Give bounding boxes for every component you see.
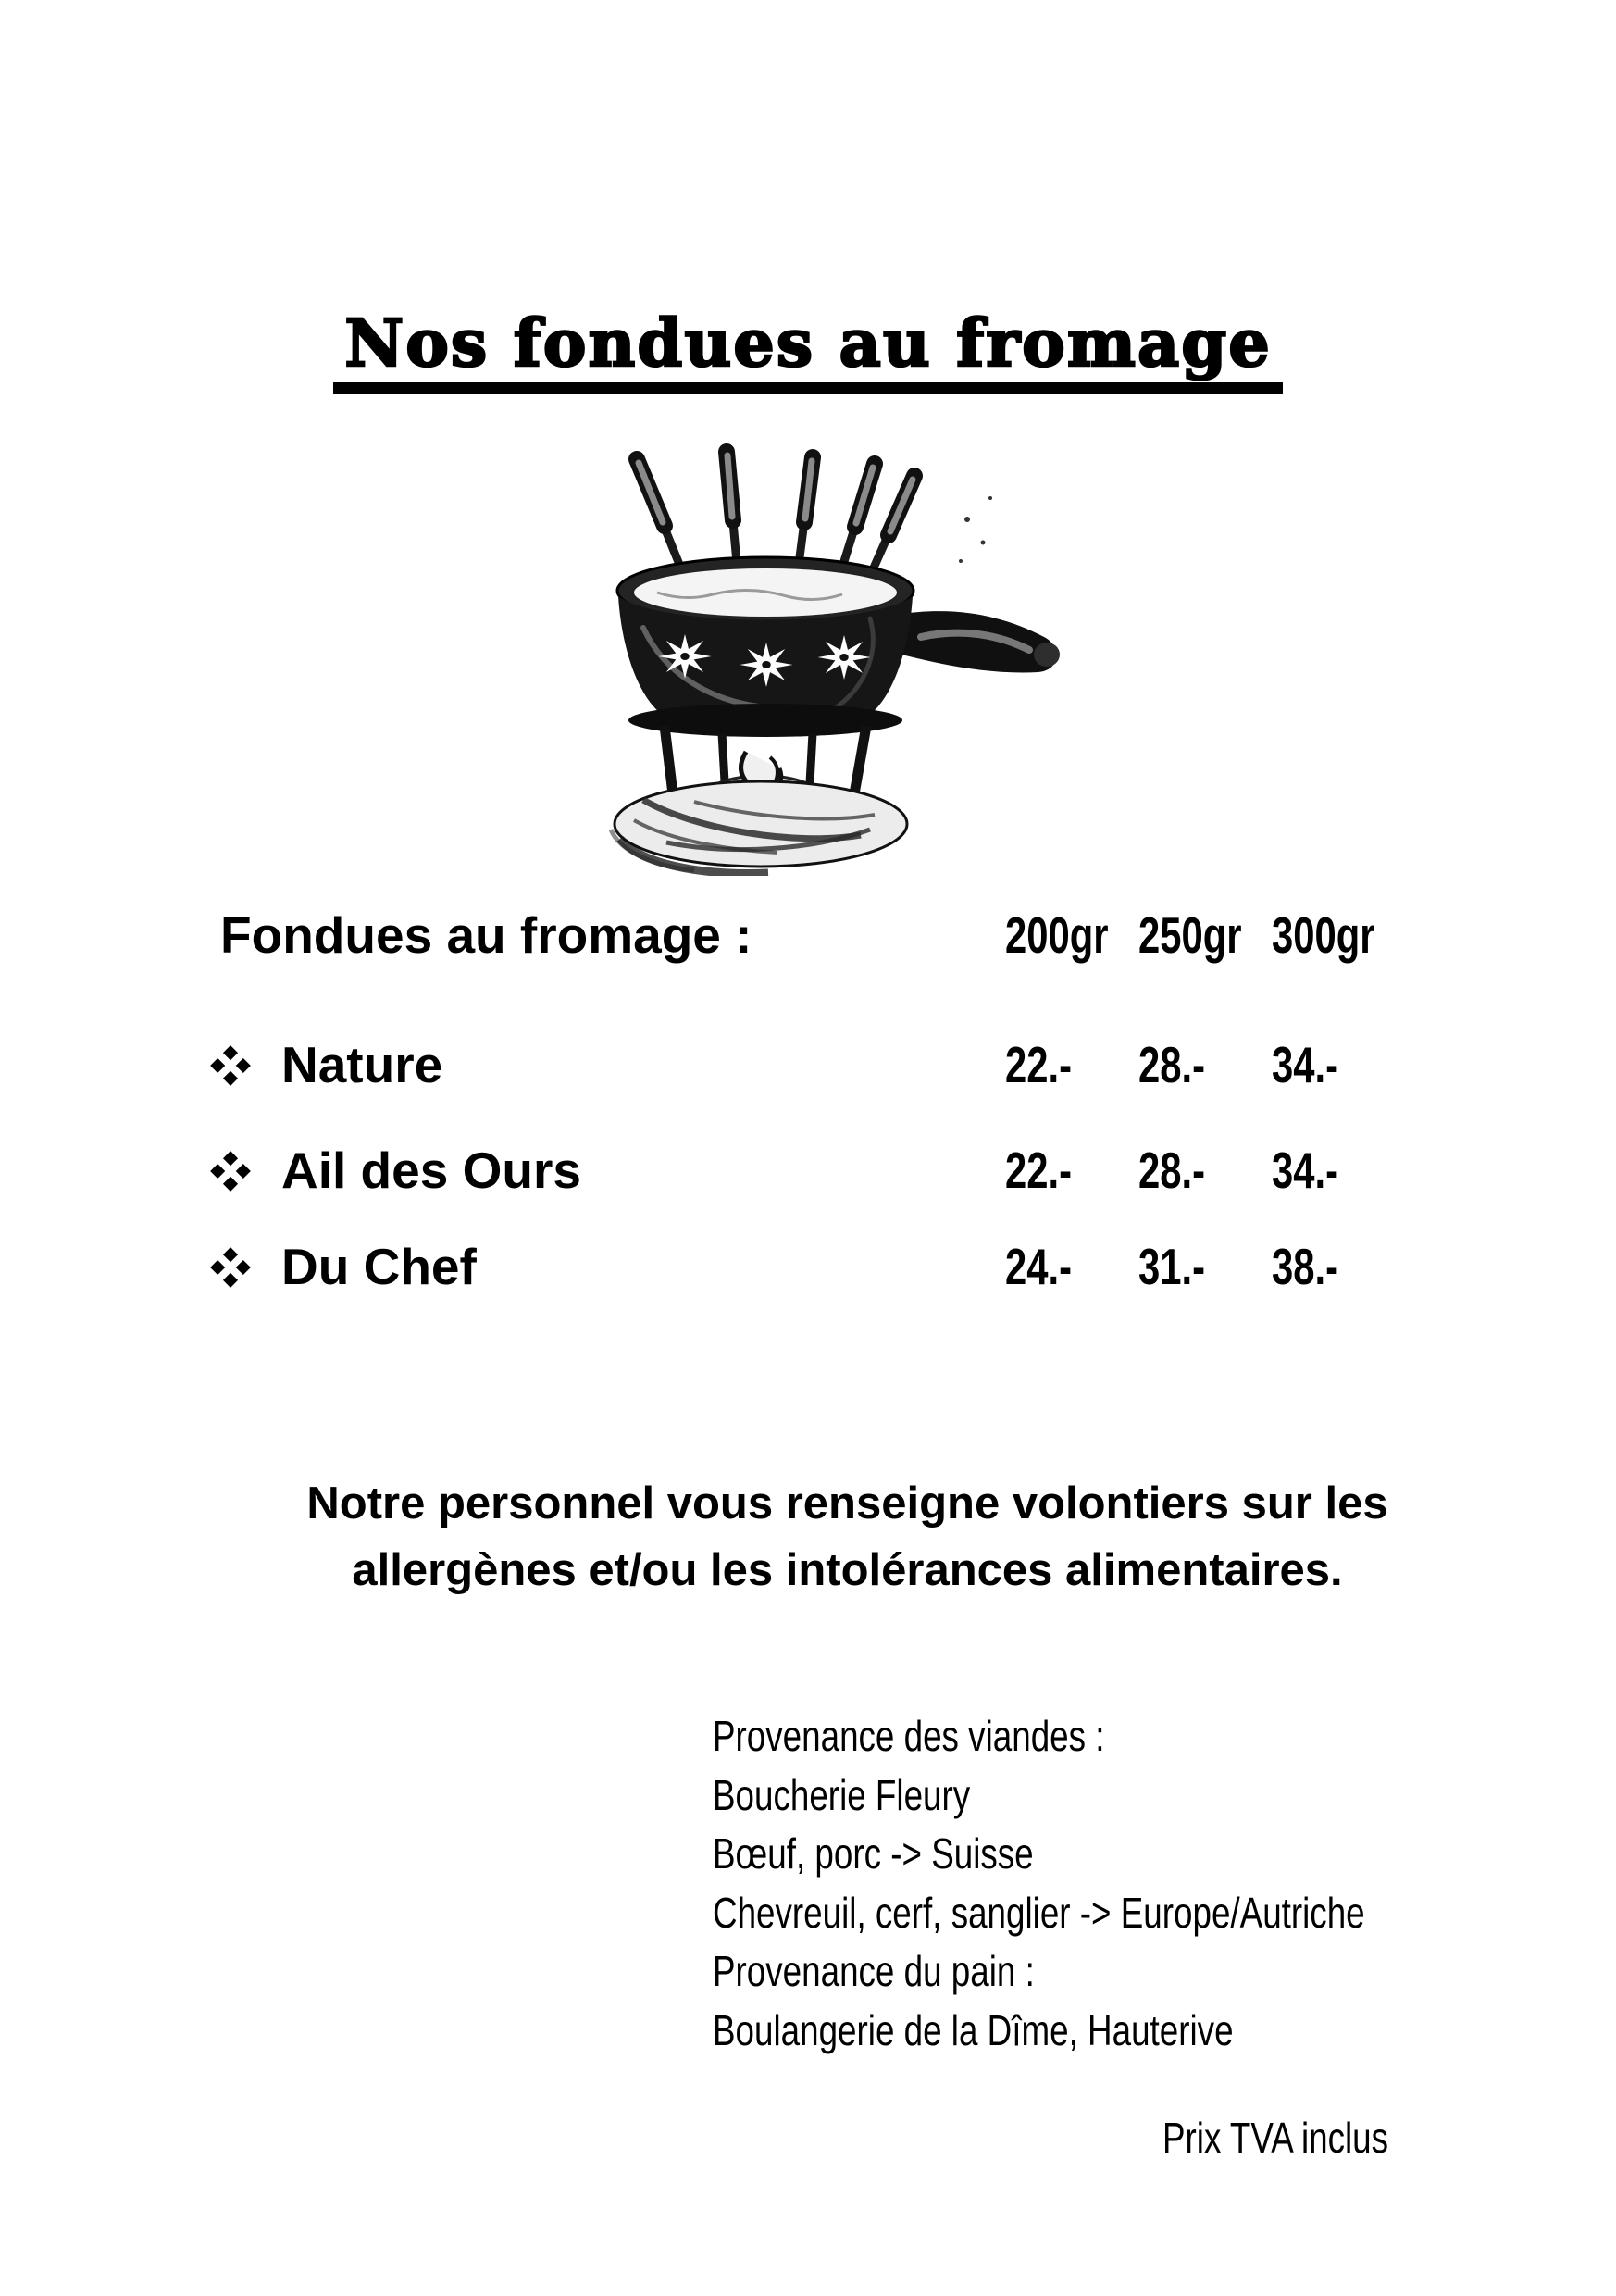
price-cell: 28.- (1138, 1142, 1206, 1199)
price-cell: 34.- (1272, 1142, 1339, 1199)
menu-header-row (0, 907, 1616, 965)
menu-item-row (0, 1239, 1616, 1296)
fondue-base-plate-icon (611, 781, 907, 873)
allergen-notice-line: allergènes et/ou les intolérances alimentaires. (352, 1545, 1343, 1595)
fondue-pot-illustration (555, 431, 1074, 876)
price-cell: 31.- (1138, 1238, 1206, 1295)
provenance-line: Provenance du pain : (713, 1947, 1035, 1995)
provenance-line: Chevreuil, cerf, sanglier -> Europe/Autriche (713, 1888, 1365, 1937)
weight-header-250gr: 250gr (1138, 906, 1242, 964)
provenance-line: Provenance des viandes : (713, 1712, 1105, 1760)
provenance-line: Bœuf, porc -> Suisse (713, 1829, 1034, 1878)
diamond-bullet-icon (209, 1150, 252, 1192)
provenance-block (713, 1707, 1528, 2060)
menu-item-row (0, 1037, 1616, 1094)
page-title-wrap (0, 307, 1616, 394)
price-cell: 22.- (1005, 1036, 1073, 1093)
weight-header-200gr: 200gr (1005, 906, 1109, 964)
diamond-bullet-icon (209, 1044, 252, 1087)
fondue-handle-icon (896, 611, 1060, 672)
price-cell: 38.- (1272, 1238, 1339, 1295)
provenance-line: Boucherie Fleury (713, 1770, 971, 1819)
price-cell: 34.- (1272, 1036, 1339, 1093)
menu-item-name: Ail des Ours (281, 1142, 581, 1199)
price-cell: 22.- (1005, 1142, 1073, 1199)
allergen-notice-line: Notre personnel vous renseigne volontiers sur les (306, 1479, 1388, 1529)
menu-item-name: Du Chef (281, 1238, 477, 1295)
weight-header-300gr: 300gr (1272, 906, 1375, 964)
allergen-notice (79, 1470, 1616, 1603)
price-cell: 28.- (1138, 1036, 1206, 1093)
menu-item-row (0, 1142, 1616, 1200)
menu-section-label: Fondues au fromage : (220, 906, 752, 964)
menu-item-name: Nature (281, 1036, 443, 1093)
provenance-line: Boulangerie de la Dîme, Hauterive (713, 2005, 1234, 2054)
page-title: Nos fondues au fromage (333, 307, 1283, 394)
price-cell: 24.- (1005, 1238, 1073, 1295)
diamond-bullet-icon (209, 1246, 252, 1289)
tax-note: Prix TVA inclus (1162, 2114, 1389, 2162)
